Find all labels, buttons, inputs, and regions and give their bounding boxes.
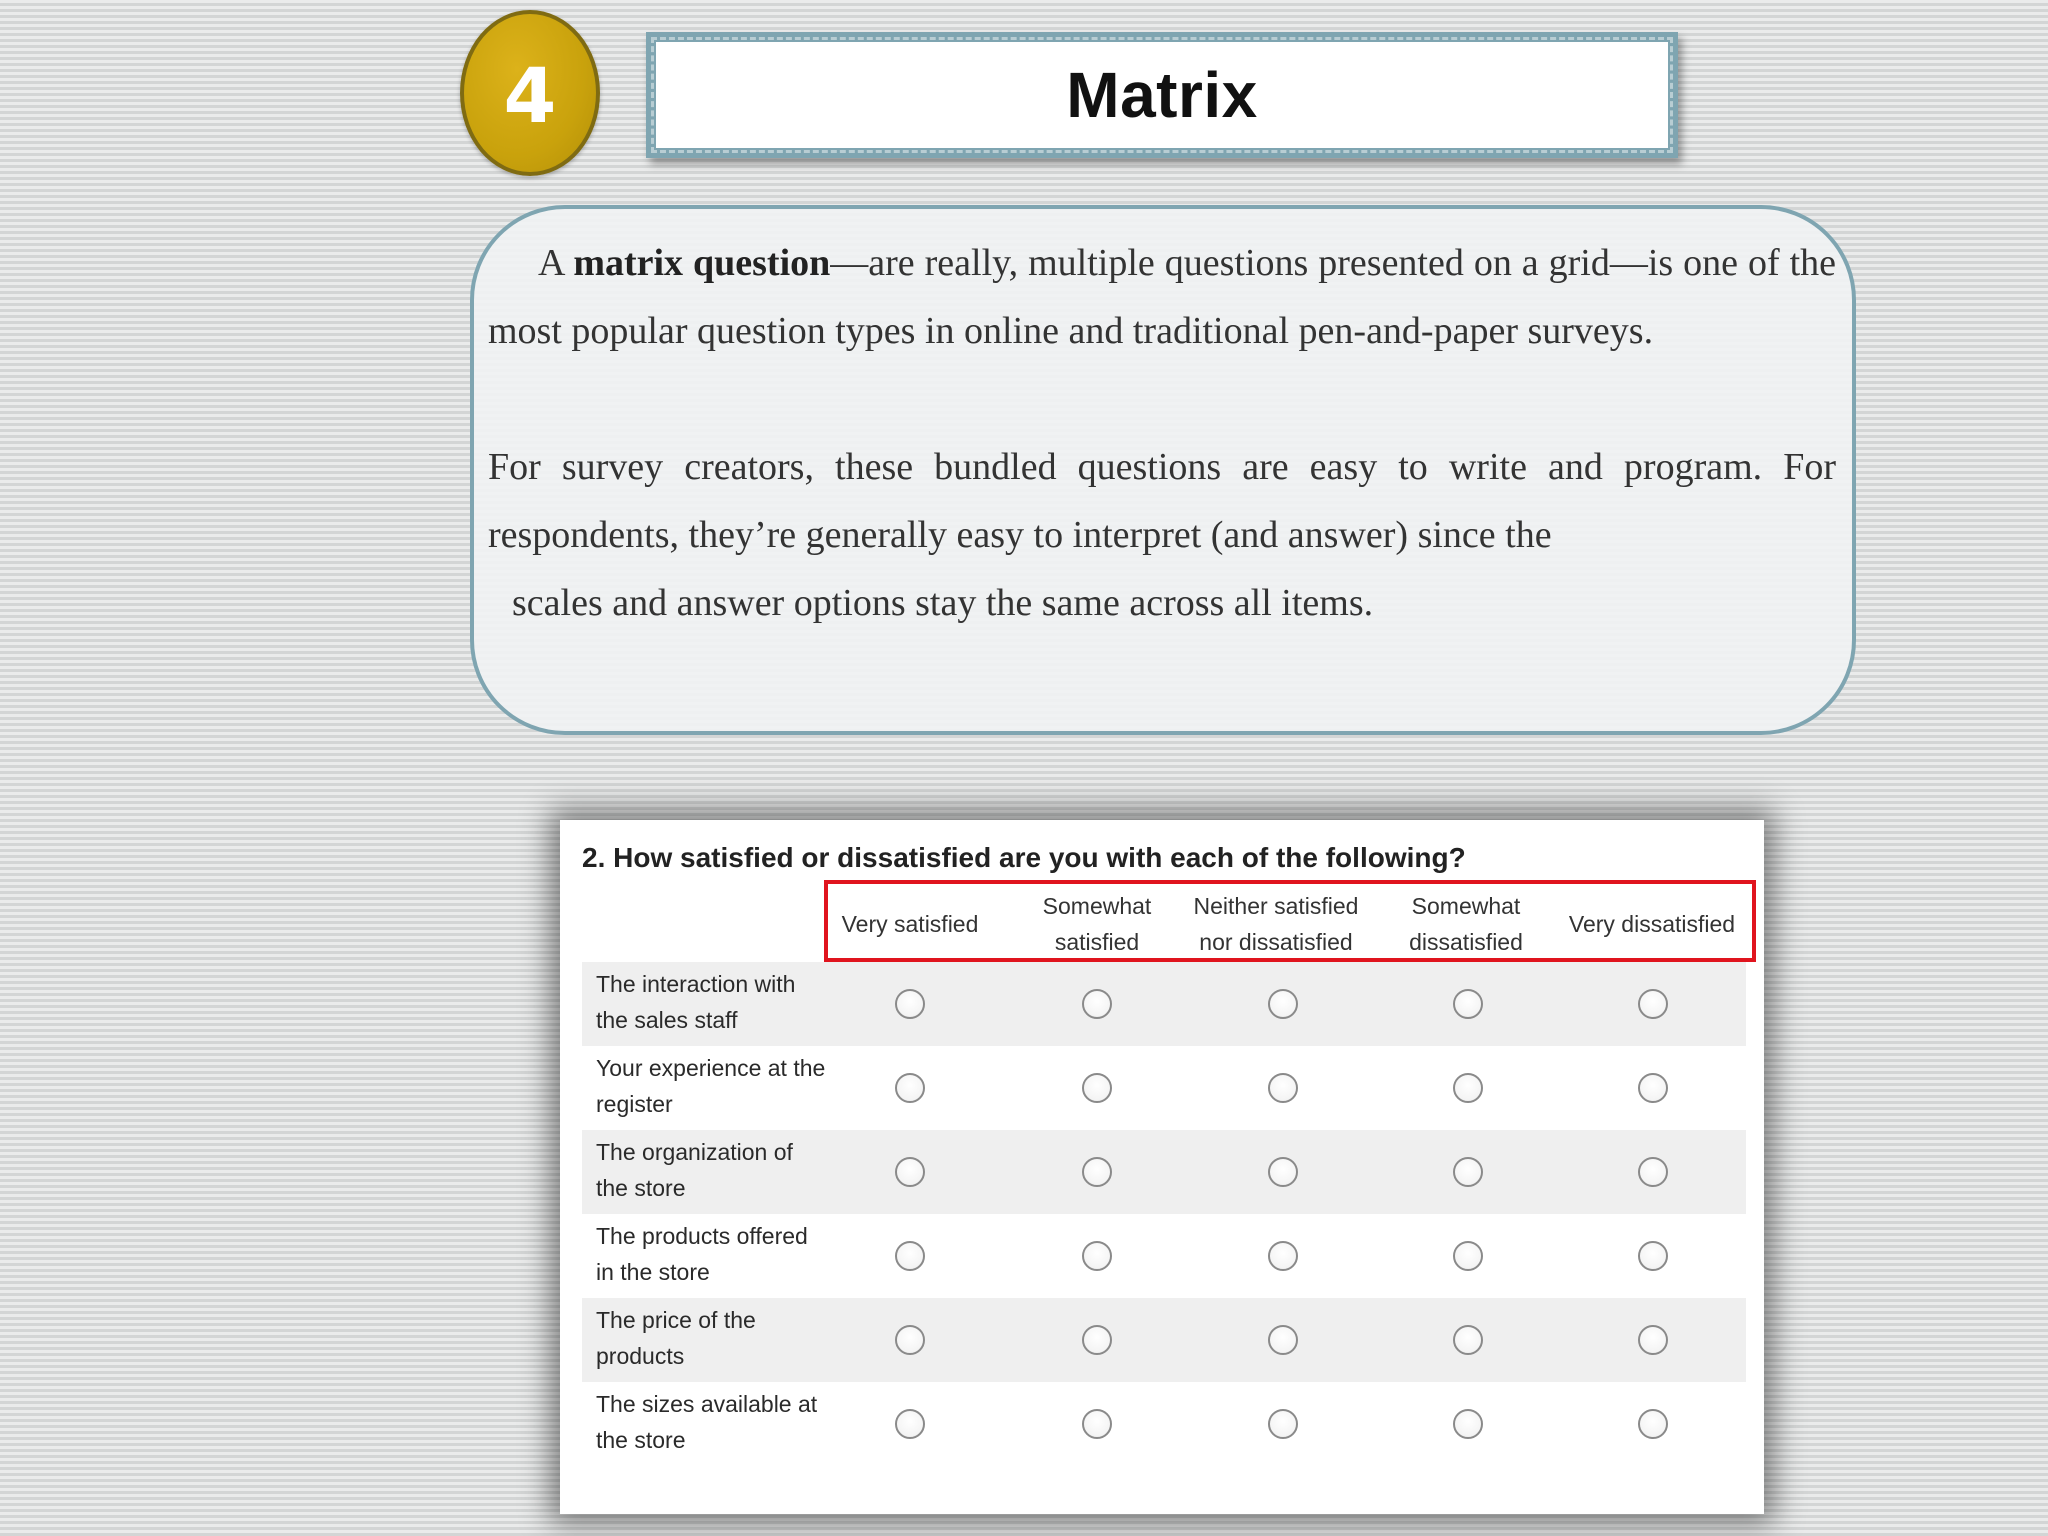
radio-button[interactable] [1638,989,1668,1019]
row-label: The organization of the store [596,1139,793,1201]
description-paragraph-2 [488,433,1836,637]
radio-button[interactable] [1638,1409,1668,1439]
column-header: Very dissatisfied [1568,911,1736,937]
matrix-row [582,1298,1746,1382]
slide-number: 4 [503,51,557,140]
description-box [470,205,1856,735]
row-label: Your experience at the register [596,1055,826,1117]
radio-button[interactable] [1082,1241,1112,1271]
description-lead: A [538,242,574,284]
radio-button[interactable] [895,1157,925,1187]
radio-button[interactable] [1453,1409,1483,1439]
radio-button[interactable] [1268,1241,1298,1271]
radio-button[interactable] [895,1073,925,1103]
radio-button[interactable] [1638,1325,1668,1355]
radio-button[interactable] [1453,1157,1483,1187]
row-label: The sizes available at the store [596,1391,818,1453]
slide-number-badge [460,10,600,176]
radio-button[interactable] [895,1409,925,1439]
description-rest: —are really, multiple questions presented on a grid—is one of the most popular question types in online and traditional pen-and-paper surveys. [488,242,1836,352]
row-label: The products offered in the store [596,1223,808,1285]
slide-title: Matrix [1066,59,1258,131]
row-label: The interaction with the sales staff [596,971,796,1033]
description-para2-line2: scales and answer options stay the same across all items. [512,582,1374,624]
survey-matrix-example [560,820,1764,1514]
matrix-row [582,1046,1746,1130]
title-banner [646,32,1678,158]
column-header: Neither satisfied nor dissatisfied [1193,893,1359,955]
radio-button[interactable] [1268,1409,1298,1439]
survey-question: 2. How satisfied or dissatisfied are you with each of the following? [582,842,1466,873]
matrix-row [582,1382,1746,1466]
radio-button[interactable] [1638,1073,1668,1103]
radio-button[interactable] [1082,1073,1112,1103]
radio-button[interactable] [1453,1325,1483,1355]
radio-button[interactable] [1453,1241,1483,1271]
paragraph-spacer [488,365,1836,433]
description-paragraph-1 [488,229,1836,365]
matrix-row [582,962,1746,1046]
radio-button[interactable] [1268,1073,1298,1103]
radio-button[interactable] [1453,1073,1483,1103]
radio-button[interactable] [1268,1157,1298,1187]
radio-button[interactable] [895,1241,925,1271]
radio-button[interactable] [1638,1241,1668,1271]
radio-button[interactable] [1268,989,1298,1019]
radio-button[interactable] [1268,1325,1298,1355]
matrix-row [582,1214,1746,1298]
radio-button[interactable] [1082,1325,1112,1355]
radio-button[interactable] [1082,1409,1112,1439]
radio-button[interactable] [1453,989,1483,1019]
column-header: Somewhat satisfied [1042,893,1152,955]
column-header: Somewhat dissatisfied [1409,893,1523,955]
radio-button[interactable] [1638,1157,1668,1187]
radio-button[interactable] [895,989,925,1019]
matrix-row [582,1130,1746,1214]
description-term: matrix question [573,242,831,284]
row-label: The price of the products [596,1307,756,1369]
radio-button[interactable] [1082,1157,1112,1187]
radio-button[interactable] [895,1325,925,1355]
radio-button[interactable] [1082,989,1112,1019]
description-para2-line1: For survey creators, these bundled questions are easy to write and program. For respondents, they’re generally easy to interpret (and answer) since the [488,446,1836,556]
column-header: Very satisfied [841,911,979,937]
